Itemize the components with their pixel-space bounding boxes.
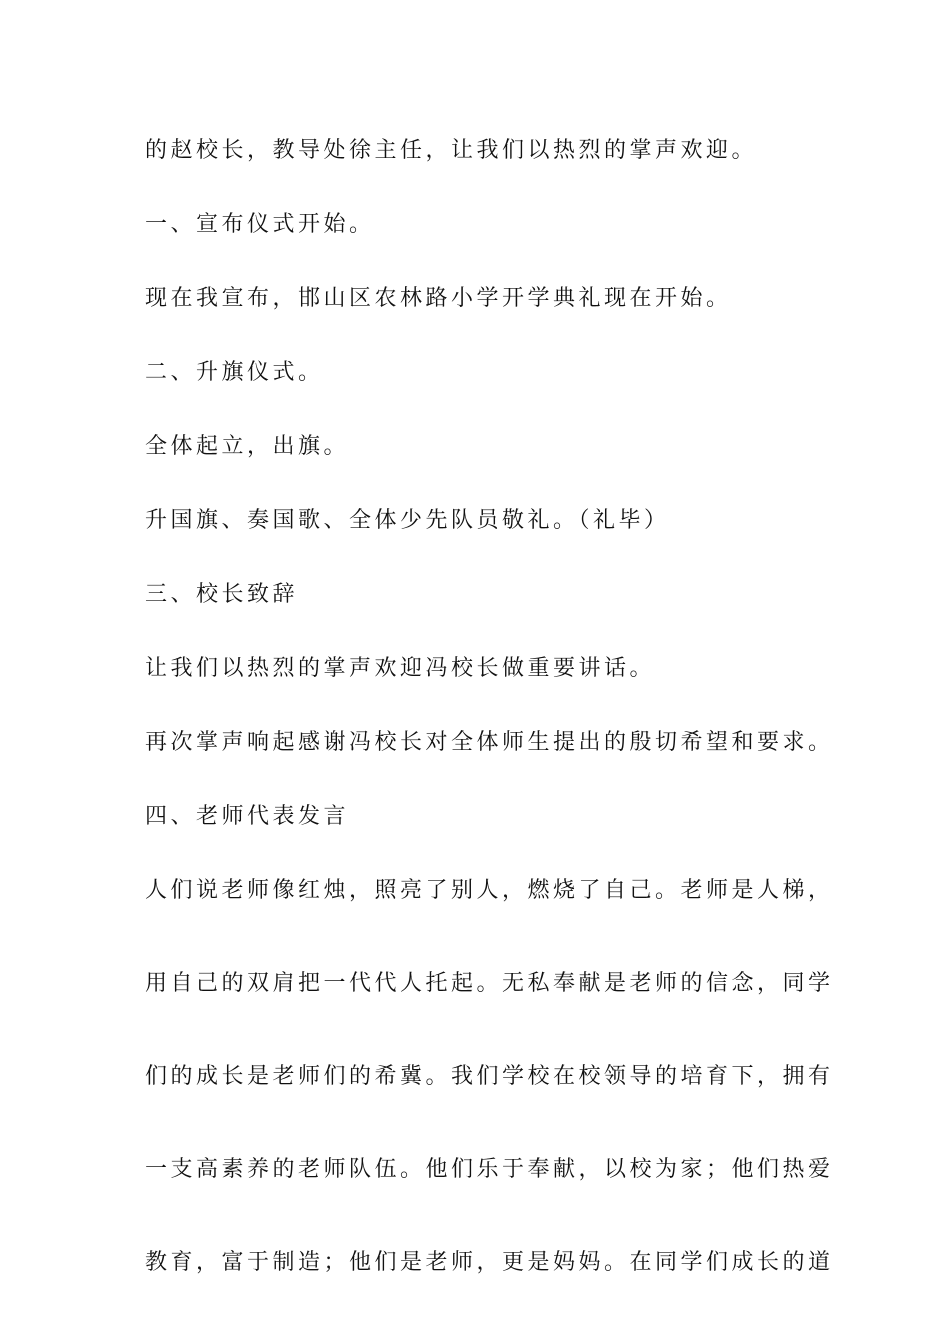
text-line: 让我们以热烈的掌声欢迎冯校长做重要讲话。 xyxy=(145,656,656,681)
text-line: 的赵校长，教导处徐主任，让我们以热烈的掌声欢迎。 xyxy=(145,138,758,163)
paragraph-line: 教育，富于制造；他们是老师，更是妈妈。在同学们成长的道 xyxy=(145,1250,834,1275)
text-line: 升国旗、奏国歌、全体少先队员敬礼。（礼毕） xyxy=(145,508,670,533)
section-heading: 四、老师代表发言 xyxy=(145,804,350,829)
paragraph-line: 们的成长是老师们的希冀。我们学校在校领导的培育下，拥有 xyxy=(145,1064,834,1089)
paragraph-line: 用自己的双肩把一代代人托起。无私奉献是老师的信念，同学 xyxy=(145,971,834,996)
section-heading: 一、宣布仪式开始。 xyxy=(145,212,375,237)
document-body xyxy=(145,128,834,1286)
text-line: 现在我宣布，邯山区农林路小学开学典礼现在开始。 xyxy=(145,286,732,311)
text-line: 再次掌声响起感谢冯校长对全体师生提出的殷切希望和要求。 xyxy=(145,730,834,755)
paragraph-line: 一支高素养的老师队伍。他们乐于奉献，以校为家；他们热爱 xyxy=(145,1157,834,1182)
paragraph-line: 人们说老师像红烛，照亮了别人，燃烧了自己。老师是人梯， xyxy=(145,878,834,903)
section-heading: 二、升旗仪式。 xyxy=(145,360,324,385)
section-heading: 三、校长致辞 xyxy=(145,582,299,607)
text-line: 全体起立，出旗。 xyxy=(145,434,350,459)
